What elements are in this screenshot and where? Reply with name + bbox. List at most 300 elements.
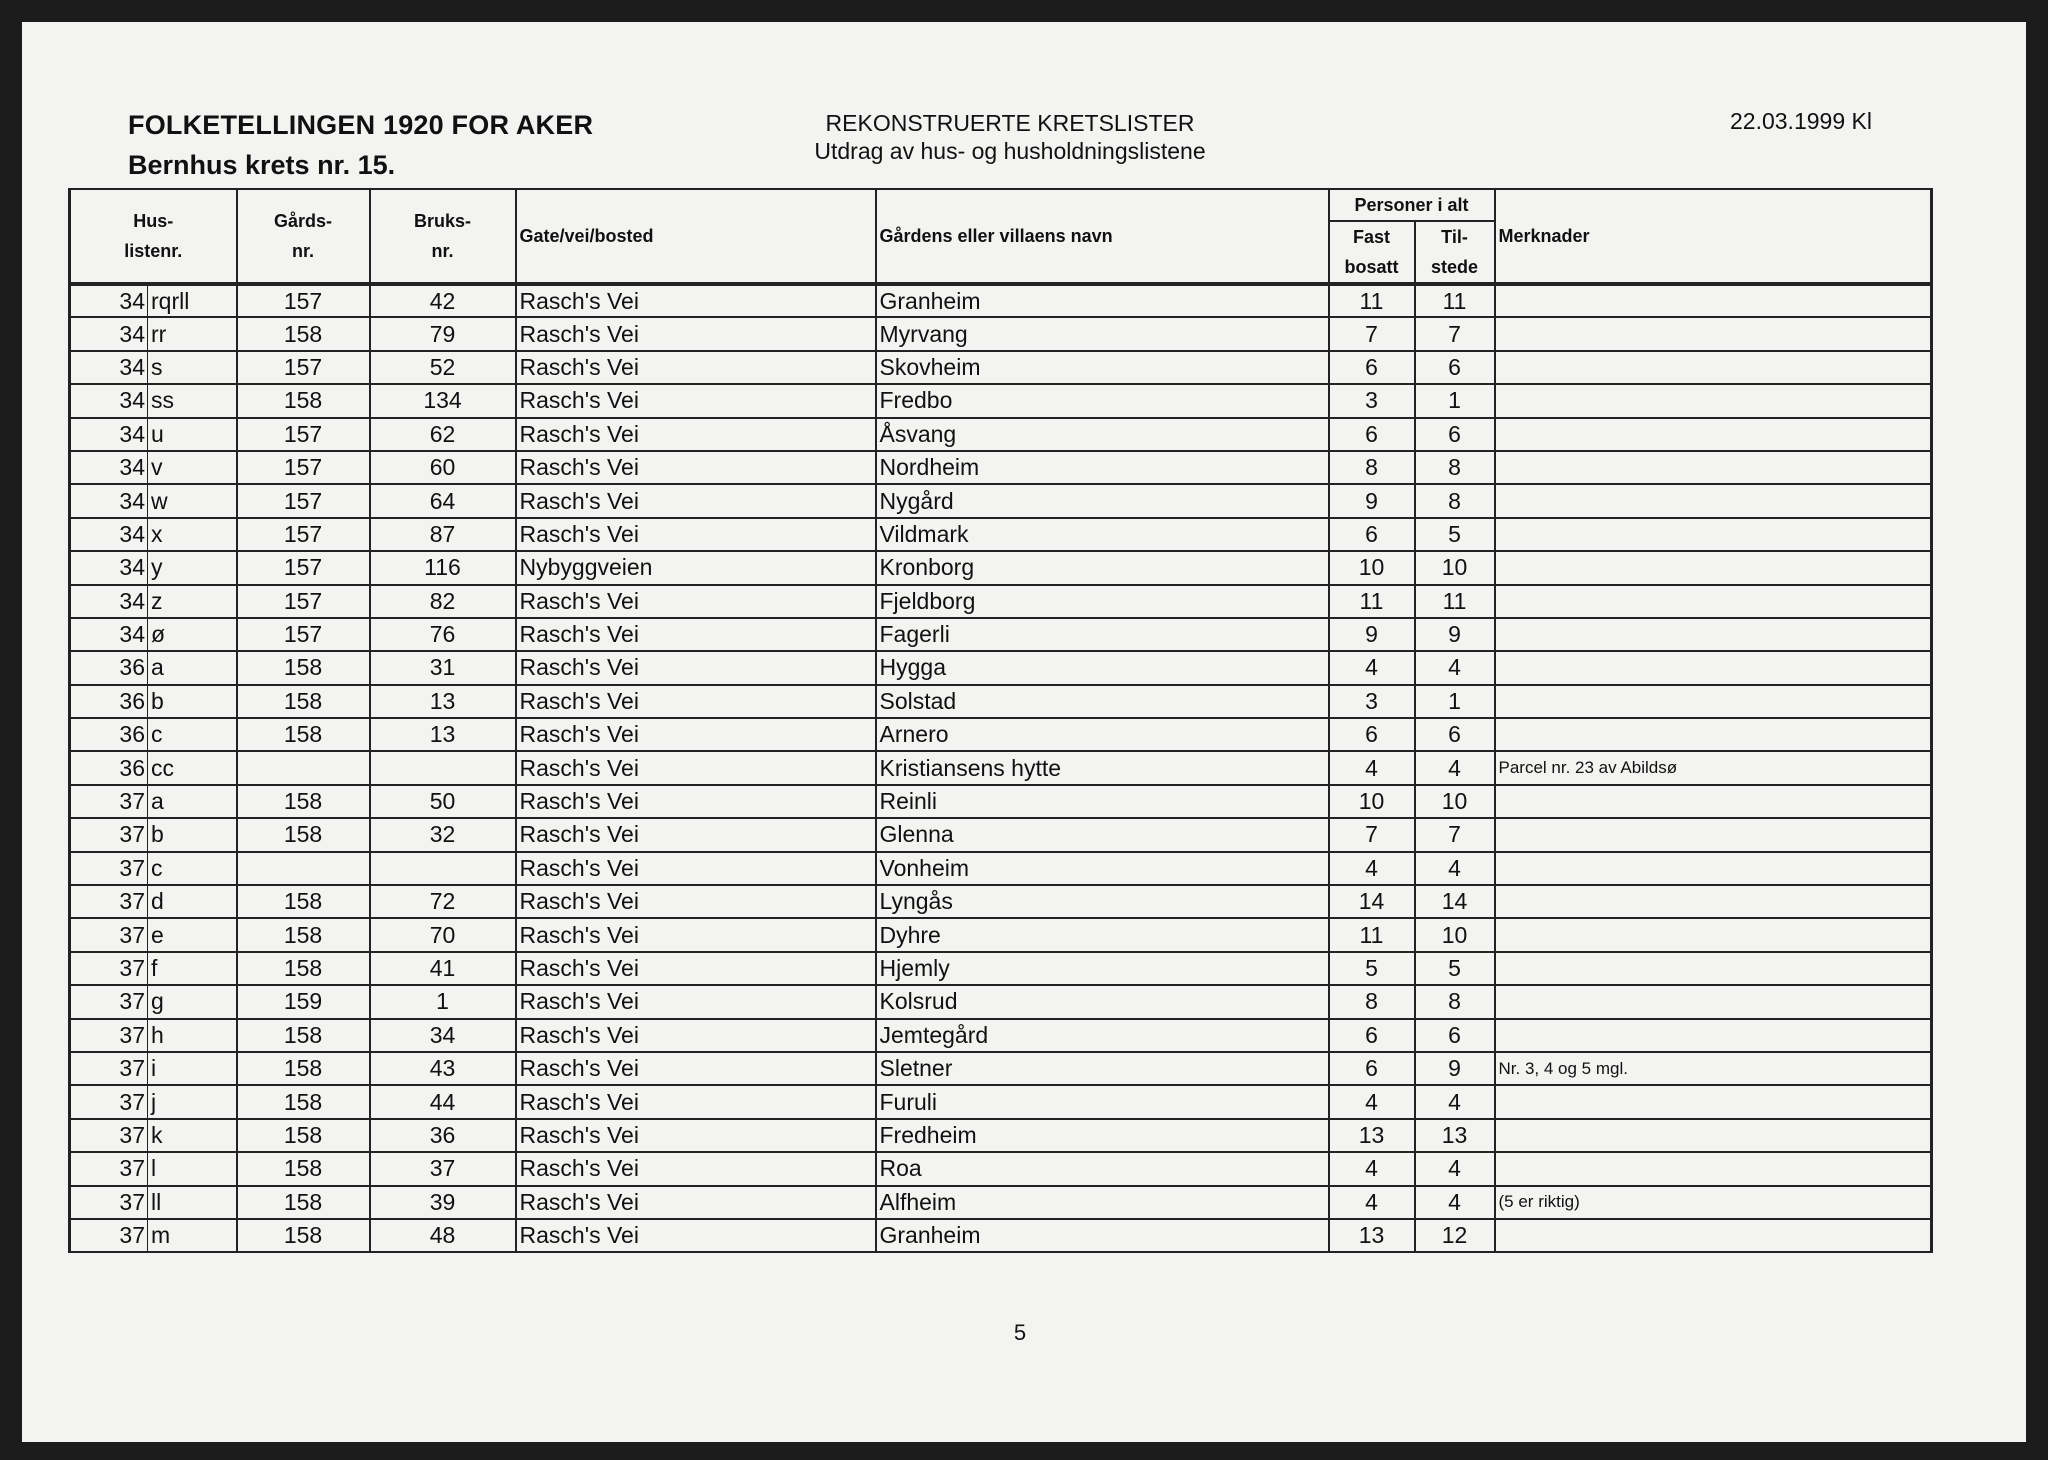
cell-bruks-nr: 34 (370, 1019, 516, 1052)
cell-gate: Rasch's Vei (516, 1219, 876, 1252)
cell-gate: Rasch's Vei (516, 518, 876, 551)
cell-bruks-nr: 50 (370, 785, 516, 818)
cell-bruks-nr: 37 (370, 1152, 516, 1185)
cell-hus-suffix: j (148, 1085, 237, 1118)
cell-navn: Granheim (876, 284, 1329, 317)
cell-navn: Vonheim (876, 852, 1329, 885)
cell-merknader (1495, 918, 1932, 951)
cell-gate: Rasch's Vei (516, 1019, 876, 1052)
cell-gate: Rasch's Vei (516, 685, 876, 718)
cell-fast-bosatt: 14 (1329, 885, 1415, 918)
cell-hus-suffix: l (148, 1152, 237, 1185)
cell-hus-nr: 34 (70, 317, 148, 350)
table-row (70, 1052, 1932, 1085)
center-heading: REKONSTRUERTE KRETSLISTER (825, 110, 1195, 136)
cell-bruks-nr: 13 (370, 718, 516, 751)
cell-fast-bosatt: 11 (1329, 918, 1415, 951)
cell-merknader (1495, 885, 1932, 918)
cell-hus-nr: 37 (70, 818, 148, 851)
cell-bruks-nr: 72 (370, 885, 516, 918)
cell-gards-nr: 158 (237, 885, 370, 918)
document-subtitle: Bernhus krets nr. 15. (128, 150, 396, 180)
cell-bruks-nr: 70 (370, 918, 516, 951)
cell-hus-suffix: ø (148, 618, 237, 651)
cell-hus-nr: 37 (70, 1219, 148, 1252)
cell-merknader (1495, 1219, 1932, 1252)
cell-merknader (1495, 451, 1932, 484)
cell-hus-suffix: e (148, 918, 237, 951)
cell-gards-nr: 159 (237, 985, 370, 1018)
cell-fast-bosatt: 8 (1329, 985, 1415, 1018)
cell-navn: Skovheim (876, 351, 1329, 384)
cell-bruks-nr: 82 (370, 585, 516, 618)
cell-gards-nr: 158 (237, 1119, 370, 1152)
cell-hus-suffix: v (148, 451, 237, 484)
cell-gards-nr: 157 (237, 451, 370, 484)
cell-bruks-nr: 32 (370, 818, 516, 851)
cell-navn: Fagerli (876, 618, 1329, 651)
cell-navn: Furuli (876, 1085, 1329, 1118)
table-row (70, 751, 1932, 784)
cell-tilstede: 4 (1415, 651, 1495, 684)
cell-hus-suffix: x (148, 518, 237, 551)
col-header-fast-line2: bosatt (1344, 257, 1399, 277)
cell-navn: Myrvang (876, 317, 1329, 350)
cell-fast-bosatt: 4 (1329, 751, 1415, 784)
cell-fast-bosatt: 4 (1329, 1152, 1415, 1185)
table-row (70, 952, 1932, 985)
cell-gate: Rasch's Vei (516, 918, 876, 951)
col-header-hus-line2: listenr. (124, 241, 183, 261)
cell-hus-nr: 37 (70, 952, 148, 985)
cell-fast-bosatt: 10 (1329, 551, 1415, 584)
cell-hus-suffix: g (148, 985, 237, 1018)
cell-gate: Rasch's Vei (516, 1052, 876, 1085)
col-header-bruks (370, 189, 516, 284)
cell-fast-bosatt: 6 (1329, 1052, 1415, 1085)
cell-gards-nr: 158 (237, 718, 370, 751)
cell-hus-suffix: rr (148, 317, 237, 350)
cell-gards-nr: 158 (237, 384, 370, 417)
cell-tilstede: 6 (1415, 718, 1495, 751)
center-subheading: Utdrag av hus- og husholdningslistene (814, 138, 1206, 164)
col-header-gards (237, 189, 370, 284)
cell-merknader (1495, 1119, 1932, 1152)
cell-gards-nr: 158 (237, 1019, 370, 1052)
cell-hus-suffix: s (148, 351, 237, 384)
cell-hus-suffix: z (148, 585, 237, 618)
cell-bruks-nr: 1 (370, 985, 516, 1018)
cell-fast-bosatt: 3 (1329, 685, 1415, 718)
cell-navn: Åsvang (876, 418, 1329, 451)
cell-hus-nr: 37 (70, 1085, 148, 1118)
cell-tilstede: 6 (1415, 1019, 1495, 1052)
cell-hus-suffix: d (148, 885, 237, 918)
cell-gate: Rasch's Vei (516, 451, 876, 484)
cell-merknader (1495, 685, 1932, 718)
cell-bruks-nr: 44 (370, 1085, 516, 1118)
table-row (70, 918, 1932, 951)
cell-gate: Rasch's Vei (516, 284, 876, 317)
cell-gate: Rasch's Vei (516, 1152, 876, 1185)
cell-navn: Fredheim (876, 1119, 1329, 1152)
cell-navn: Nordheim (876, 451, 1329, 484)
cell-gate: Rasch's Vei (516, 985, 876, 1018)
cell-bruks-nr: 13 (370, 685, 516, 718)
cell-gards-nr: 158 (237, 952, 370, 985)
cell-merknader (1495, 1085, 1932, 1118)
cell-gards-nr: 157 (237, 351, 370, 384)
cell-bruks-nr: 116 (370, 551, 516, 584)
cell-gards-nr: 158 (237, 651, 370, 684)
table-row (70, 484, 1932, 517)
cell-fast-bosatt: 4 (1329, 651, 1415, 684)
cell-gate: Rasch's Vei (516, 651, 876, 684)
col-header-gards-line1: Gårds- (273, 211, 333, 231)
col-header-navn: Gårdens eller villaens navn (876, 189, 1329, 284)
cell-merknader (1495, 418, 1932, 451)
cell-gards-nr: 158 (237, 685, 370, 718)
cell-hus-suffix: w (148, 484, 237, 517)
cell-merknader (1495, 484, 1932, 517)
cell-tilstede: 9 (1415, 618, 1495, 651)
cell-merknader (1495, 1152, 1932, 1185)
cell-tilstede: 5 (1415, 518, 1495, 551)
cell-gards-nr: 157 (237, 518, 370, 551)
table-row (70, 618, 1932, 651)
cell-hus-suffix: f (148, 952, 237, 985)
cell-gards-nr: 158 (237, 317, 370, 350)
table-row (70, 284, 1932, 317)
cell-hus-suffix: i (148, 1052, 237, 1085)
cell-tilstede: 7 (1415, 818, 1495, 851)
cell-tilstede: 4 (1415, 1186, 1495, 1219)
cell-tilstede: 7 (1415, 317, 1495, 350)
cell-merknader (1495, 651, 1932, 684)
cell-merknader (1495, 818, 1932, 851)
table-row (70, 1085, 1932, 1118)
table-row (70, 451, 1932, 484)
cell-gards-nr: 158 (237, 1085, 370, 1118)
cell-gate: Rasch's Vei (516, 785, 876, 818)
cell-bruks-nr: 87 (370, 518, 516, 551)
cell-merknader (1495, 351, 1932, 384)
cell-hus-nr: 37 (70, 885, 148, 918)
cell-gate: Rasch's Vei (516, 818, 876, 851)
cell-gards-nr: 157 (237, 418, 370, 451)
cell-merknader (1495, 852, 1932, 885)
table-row (70, 418, 1932, 451)
cell-merknader (1495, 384, 1932, 417)
cell-fast-bosatt: 3 (1329, 384, 1415, 417)
table-header (70, 189, 1932, 284)
cell-bruks-nr: 36 (370, 1119, 516, 1152)
cell-bruks-nr: 62 (370, 418, 516, 451)
cell-hus-nr: 37 (70, 1019, 148, 1052)
cell-gards-nr: 157 (237, 551, 370, 584)
cell-hus-nr: 37 (70, 1152, 148, 1185)
cell-tilstede: 9 (1415, 1052, 1495, 1085)
table-row (70, 551, 1932, 584)
col-header-personer: Personer i alt (1329, 189, 1495, 221)
cell-fast-bosatt: 11 (1329, 585, 1415, 618)
table-row (70, 818, 1932, 851)
cell-fast-bosatt: 11 (1329, 284, 1415, 317)
cell-navn: Solstad (876, 685, 1329, 718)
cell-bruks-nr (370, 751, 516, 784)
cell-hus-suffix: rqrll (148, 284, 237, 317)
cell-bruks-nr: 41 (370, 952, 516, 985)
cell-fast-bosatt: 6 (1329, 351, 1415, 384)
cell-bruks-nr: 43 (370, 1052, 516, 1085)
cell-hus-nr: 37 (70, 852, 148, 885)
cell-gards-nr: 158 (237, 918, 370, 951)
cell-navn: Glenna (876, 818, 1329, 851)
cell-fast-bosatt: 6 (1329, 718, 1415, 751)
cell-gards-nr: 157 (237, 585, 370, 618)
table-row (70, 1152, 1932, 1185)
cell-hus-suffix: y (148, 551, 237, 584)
cell-merknader (1495, 518, 1932, 551)
cell-navn: Hjemly (876, 952, 1329, 985)
document-date: 22.03.1999 Kl (1730, 108, 1872, 134)
cell-merknader (1495, 952, 1932, 985)
cell-gate: Rasch's Vei (516, 484, 876, 517)
cell-fast-bosatt: 6 (1329, 418, 1415, 451)
cell-navn: Dyhre (876, 918, 1329, 951)
cell-gate: Rasch's Vei (516, 418, 876, 451)
cell-gards-nr: 157 (237, 618, 370, 651)
cell-navn: Nygård (876, 484, 1329, 517)
cell-gate: Rasch's Vei (516, 852, 876, 885)
cell-hus-nr: 34 (70, 518, 148, 551)
cell-hus-suffix: b (148, 685, 237, 718)
cell-fast-bosatt: 6 (1329, 1019, 1415, 1052)
cell-gate: Rasch's Vei (516, 718, 876, 751)
cell-hus-suffix: a (148, 651, 237, 684)
cell-hus-nr: 34 (70, 418, 148, 451)
cell-navn: Kristiansens hytte (876, 751, 1329, 784)
cell-hus-nr: 34 (70, 351, 148, 384)
cell-tilstede: 4 (1415, 1085, 1495, 1118)
col-header-bruks-line2: nr. (431, 241, 454, 261)
cell-hus-nr: 37 (70, 1186, 148, 1219)
cell-gards-nr: 158 (237, 1052, 370, 1085)
table-row (70, 685, 1932, 718)
table-row (70, 518, 1932, 551)
cell-hus-nr: 34 (70, 618, 148, 651)
cell-gards-nr: 157 (237, 284, 370, 317)
cell-merknader: Nr. 3, 4 og 5 mgl. (1495, 1052, 1932, 1085)
cell-fast-bosatt: 13 (1329, 1219, 1415, 1252)
document-title: FOLKETELLINGEN 1920 FOR AKER (128, 110, 594, 140)
table-row (70, 317, 1932, 350)
cell-merknader (1495, 1019, 1932, 1052)
table-row (70, 718, 1932, 751)
cell-tilstede: 12 (1415, 1219, 1495, 1252)
cell-navn: Granheim (876, 1219, 1329, 1252)
cell-hus-nr: 36 (70, 685, 148, 718)
cell-navn: Roa (876, 1152, 1329, 1185)
col-header-merknader: Merknader (1495, 189, 1932, 284)
cell-tilstede: 1 (1415, 384, 1495, 417)
cell-tilstede: 4 (1415, 1152, 1495, 1185)
cell-hus-nr: 34 (70, 551, 148, 584)
cell-merknader (1495, 985, 1932, 1018)
cell-bruks-nr (370, 852, 516, 885)
cell-merknader (1495, 284, 1932, 317)
cell-gate: Rasch's Vei (516, 885, 876, 918)
cell-hus-suffix: k (148, 1119, 237, 1152)
cell-merknader: (5 er riktig) (1495, 1186, 1932, 1219)
cell-hus-nr: 37 (70, 1052, 148, 1085)
cell-hus-nr: 34 (70, 484, 148, 517)
cell-tilstede: 6 (1415, 351, 1495, 384)
census-table (68, 188, 1933, 1253)
cell-hus-nr: 37 (70, 985, 148, 1018)
page-number: 5 (1013, 1320, 1027, 1345)
cell-navn: Jemtegård (876, 1019, 1329, 1052)
cell-navn: Fjeldborg (876, 585, 1329, 618)
cell-bruks-nr: 31 (370, 651, 516, 684)
cell-gards-nr: 158 (237, 818, 370, 851)
cell-hus-suffix: b (148, 818, 237, 851)
cell-navn: Lyngås (876, 885, 1329, 918)
cell-tilstede: 4 (1415, 751, 1495, 784)
cell-gards-nr: 158 (237, 1219, 370, 1252)
cell-fast-bosatt: 7 (1329, 317, 1415, 350)
cell-tilstede: 1 (1415, 685, 1495, 718)
col-header-hus (70, 189, 237, 284)
table-row (70, 852, 1932, 885)
col-header-gate: Gate/vei/bosted (516, 189, 876, 284)
cell-hus-suffix: ss (148, 384, 237, 417)
cell-navn: Arnero (876, 718, 1329, 751)
cell-gate: Nybyggveien (516, 551, 876, 584)
cell-fast-bosatt: 4 (1329, 1085, 1415, 1118)
cell-bruks-nr: 52 (370, 351, 516, 384)
table-row (70, 1186, 1932, 1219)
cell-bruks-nr: 134 (370, 384, 516, 417)
cell-fast-bosatt: 5 (1329, 952, 1415, 985)
cell-navn: Alfheim (876, 1186, 1329, 1219)
cell-hus-nr: 34 (70, 585, 148, 618)
cell-hus-suffix: c (148, 852, 237, 885)
table-row (70, 351, 1932, 384)
cell-navn: Sletner (876, 1052, 1329, 1085)
cell-bruks-nr: 64 (370, 484, 516, 517)
cell-fast-bosatt: 7 (1329, 818, 1415, 851)
cell-navn: Fredbo (876, 384, 1329, 417)
cell-tilstede: 5 (1415, 952, 1495, 985)
col-header-til-line2: stede (1430, 257, 1479, 277)
col-header-fast (1329, 221, 1415, 284)
table-row (70, 985, 1932, 1018)
cell-hus-nr: 34 (70, 284, 148, 317)
cell-gards-nr: 158 (237, 1152, 370, 1185)
cell-gate: Rasch's Vei (516, 351, 876, 384)
table-row (70, 1119, 1932, 1152)
cell-tilstede: 6 (1415, 418, 1495, 451)
cell-hus-suffix: h (148, 1019, 237, 1052)
cell-tilstede: 10 (1415, 551, 1495, 584)
col-header-til-line1: Til- (1441, 227, 1468, 247)
col-header-fast-line1: Fast (1352, 227, 1390, 247)
table-row (70, 384, 1932, 417)
table-row (70, 1219, 1932, 1252)
cell-navn: Vildmark (876, 518, 1329, 551)
cell-gards-nr (237, 852, 370, 885)
cell-tilstede: 11 (1415, 284, 1495, 317)
col-header-hus-line1: Hus- (133, 211, 174, 231)
cell-navn: Kronborg (876, 551, 1329, 584)
cell-tilstede: 8 (1415, 484, 1495, 517)
cell-tilstede: 4 (1415, 852, 1495, 885)
cell-gate: Rasch's Vei (516, 585, 876, 618)
cell-hus-suffix: m (148, 1219, 237, 1252)
table-row (70, 585, 1932, 618)
col-header-til (1415, 221, 1495, 284)
cell-hus-nr: 37 (70, 1119, 148, 1152)
cell-navn: Hygga (876, 651, 1329, 684)
cell-fast-bosatt: 10 (1329, 785, 1415, 818)
cell-merknader: Parcel nr. 23 av Abildsø (1495, 751, 1932, 784)
cell-bruks-nr: 42 (370, 284, 516, 317)
cell-tilstede: 8 (1415, 451, 1495, 484)
cell-gate: Rasch's Vei (516, 952, 876, 985)
cell-hus-suffix: a (148, 785, 237, 818)
cell-gate: Rasch's Vei (516, 618, 876, 651)
cell-bruks-nr: 79 (370, 317, 516, 350)
cell-hus-suffix: c (148, 718, 237, 751)
cell-fast-bosatt: 13 (1329, 1119, 1415, 1152)
cell-gate: Rasch's Vei (516, 1119, 876, 1152)
cell-gate: Rasch's Vei (516, 1085, 876, 1118)
cell-gards-nr: 157 (237, 484, 370, 517)
cell-bruks-nr: 60 (370, 451, 516, 484)
cell-gate: Rasch's Vei (516, 751, 876, 784)
cell-hus-nr: 36 (70, 651, 148, 684)
col-header-gards-line2: nr. (291, 241, 314, 261)
table-body (70, 284, 1932, 1252)
cell-fast-bosatt: 6 (1329, 518, 1415, 551)
cell-navn: Kolsrud (876, 985, 1329, 1018)
cell-gards-nr (237, 751, 370, 784)
cell-fast-bosatt: 9 (1329, 484, 1415, 517)
cell-bruks-nr: 48 (370, 1219, 516, 1252)
cell-fast-bosatt: 4 (1329, 852, 1415, 885)
cell-fast-bosatt: 8 (1329, 451, 1415, 484)
cell-gate: Rasch's Vei (516, 317, 876, 350)
cell-hus-suffix: u (148, 418, 237, 451)
cell-merknader (1495, 785, 1932, 818)
cell-navn: Reinli (876, 785, 1329, 818)
cell-merknader (1495, 585, 1932, 618)
cell-tilstede: 13 (1415, 1119, 1495, 1152)
cell-gards-nr: 158 (237, 1186, 370, 1219)
cell-merknader (1495, 317, 1932, 350)
cell-tilstede: 8 (1415, 985, 1495, 1018)
cell-fast-bosatt: 4 (1329, 1186, 1415, 1219)
table-row (70, 785, 1932, 818)
cell-tilstede: 10 (1415, 785, 1495, 818)
cell-tilstede: 14 (1415, 885, 1495, 918)
cell-hus-nr: 36 (70, 751, 148, 784)
table-row (70, 885, 1932, 918)
cell-bruks-nr: 39 (370, 1186, 516, 1219)
cell-merknader (1495, 718, 1932, 751)
cell-hus-nr: 37 (70, 918, 148, 951)
